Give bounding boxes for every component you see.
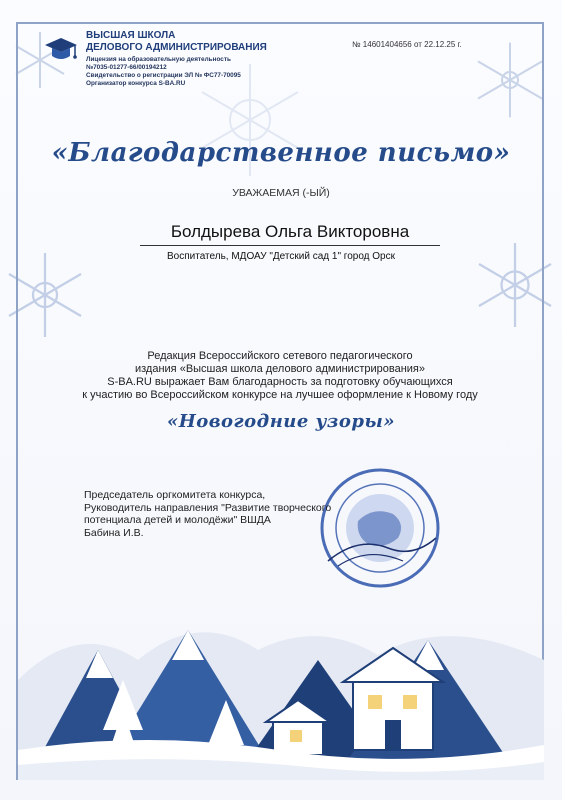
organization-name-line: ДЕЛОВОГО АДМИНИСТРИРОВАНИЯ bbox=[86, 42, 267, 53]
signature-line: Руководитель направления "Развитие творческого bbox=[84, 501, 332, 514]
document-number: № 14601404656 от 22.12.25 г. bbox=[352, 40, 462, 49]
organizer-line: Организатор конкурса S-BA.RU bbox=[86, 80, 186, 87]
organization-details bbox=[86, 56, 326, 88]
header bbox=[44, 28, 524, 98]
body-line: издания «Высшая школа делового администрирования» bbox=[134, 363, 425, 375]
page-title: «Благодарственное письмо» bbox=[51, 138, 511, 168]
organization-name bbox=[86, 30, 316, 54]
signature-line: потенциала детей и молодёжи" ВШДА bbox=[84, 514, 271, 526]
graduation-cap-icon bbox=[44, 32, 78, 66]
signatory-name: Бабина И.В. bbox=[84, 526, 144, 539]
winter-landscape-illustration bbox=[18, 560, 544, 780]
body-line: к участию во Всероссийском конкурсе на лучшее оформление к Новому году bbox=[82, 389, 478, 401]
registration-line: Свидетельство о регистрации ЭЛ № ФС77-70095 bbox=[86, 72, 241, 79]
recipient-position: Воспитатель, МДОАУ "Детский сад 1" город Орск bbox=[167, 251, 395, 262]
body-line: Редакция Всероссийского сетевого педагогического bbox=[147, 350, 413, 362]
body-text bbox=[30, 350, 530, 402]
body-line: S-BA.RU выражает Вам благодарность за подготовку обучающихся bbox=[107, 376, 453, 388]
recipient-name: Болдырева Ольга Викторовна bbox=[140, 222, 440, 246]
organization-name-line: ВЫСШАЯ ШКОЛА bbox=[86, 30, 176, 41]
salutation: УВАЖАЕМАЯ (-ЫЙ) bbox=[232, 187, 330, 199]
signature-line: Председатель оргкомитета конкурса, bbox=[84, 489, 266, 501]
signature-block bbox=[84, 489, 364, 539]
contest-name: «Новогодние узоры» bbox=[166, 411, 396, 432]
license-line: Лицензия на образовательную деятельность bbox=[86, 56, 231, 63]
license-number: №7035-01277-66/00194212 bbox=[86, 64, 167, 71]
